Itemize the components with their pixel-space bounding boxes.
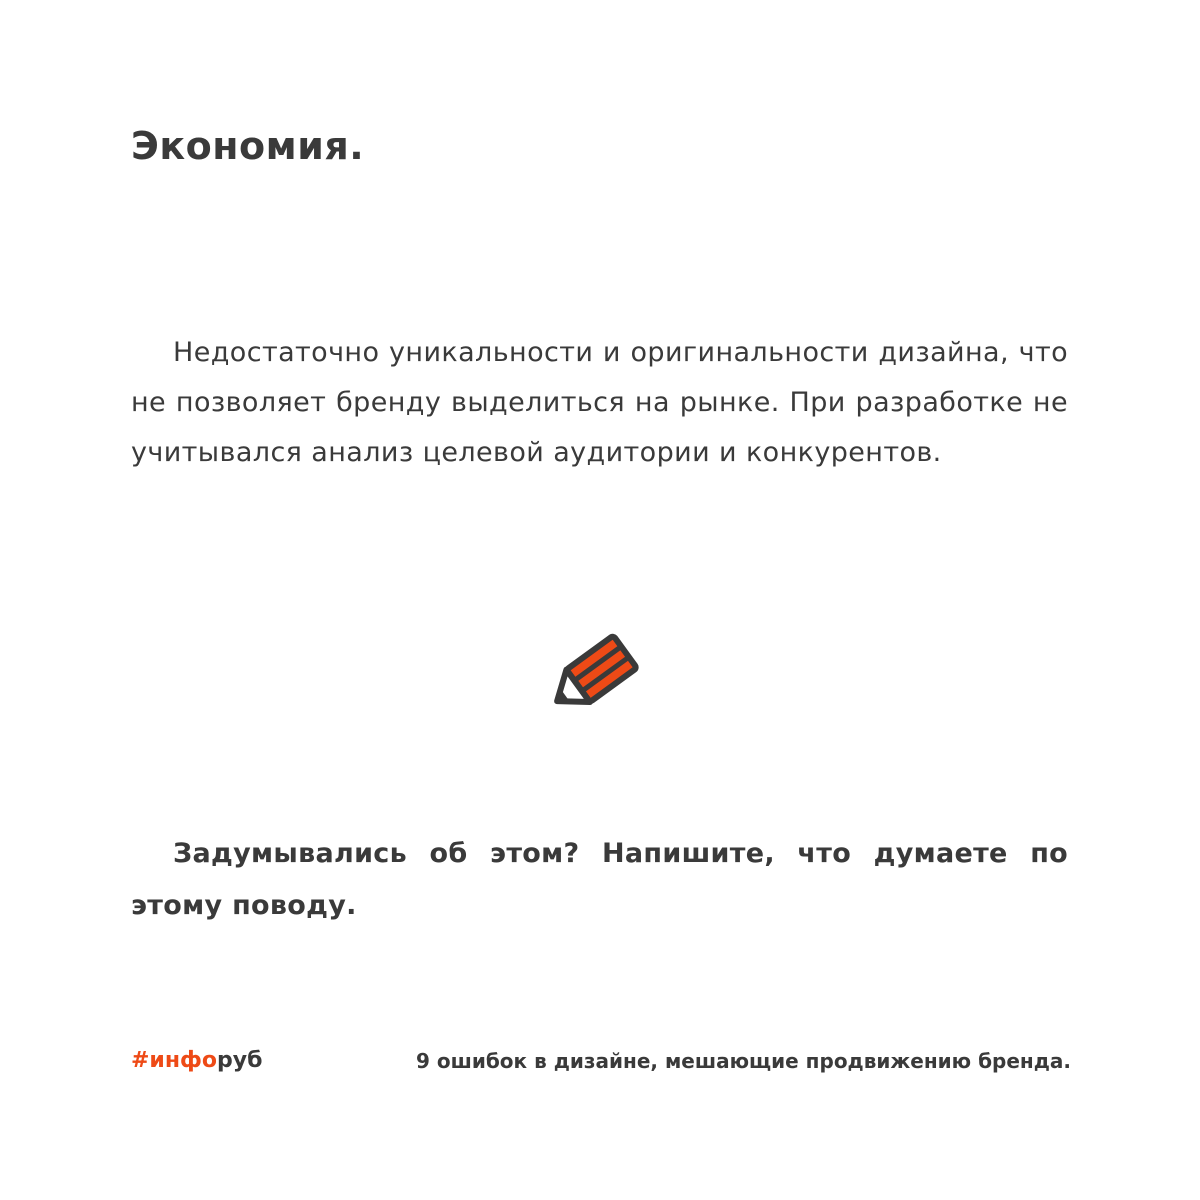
hashtag-brand[interactable] — [131, 1043, 262, 1079]
hashtag-rest: руб — [217, 1048, 263, 1073]
footer — [131, 1043, 1071, 1079]
pencil-icon — [551, 624, 649, 716]
body-paragraph: Недостаточно уникальности и оригинальности дизайна, что не позволяет бренду выделиться на рынке. При разработке не учитывался анализ целевой аудитории и конкурентов. — [131, 337, 1068, 468]
series-title: 9 ошибок в дизайне, мешающие продвижению бренда. — [415, 1049, 1071, 1073]
hashtag-accent: #инфо — [131, 1048, 217, 1073]
slide-title: Экономия. — [131, 124, 365, 168]
call-to-action: Задумывались об этом? Напишите, что думаете по этому поводу. — [131, 838, 1068, 921]
